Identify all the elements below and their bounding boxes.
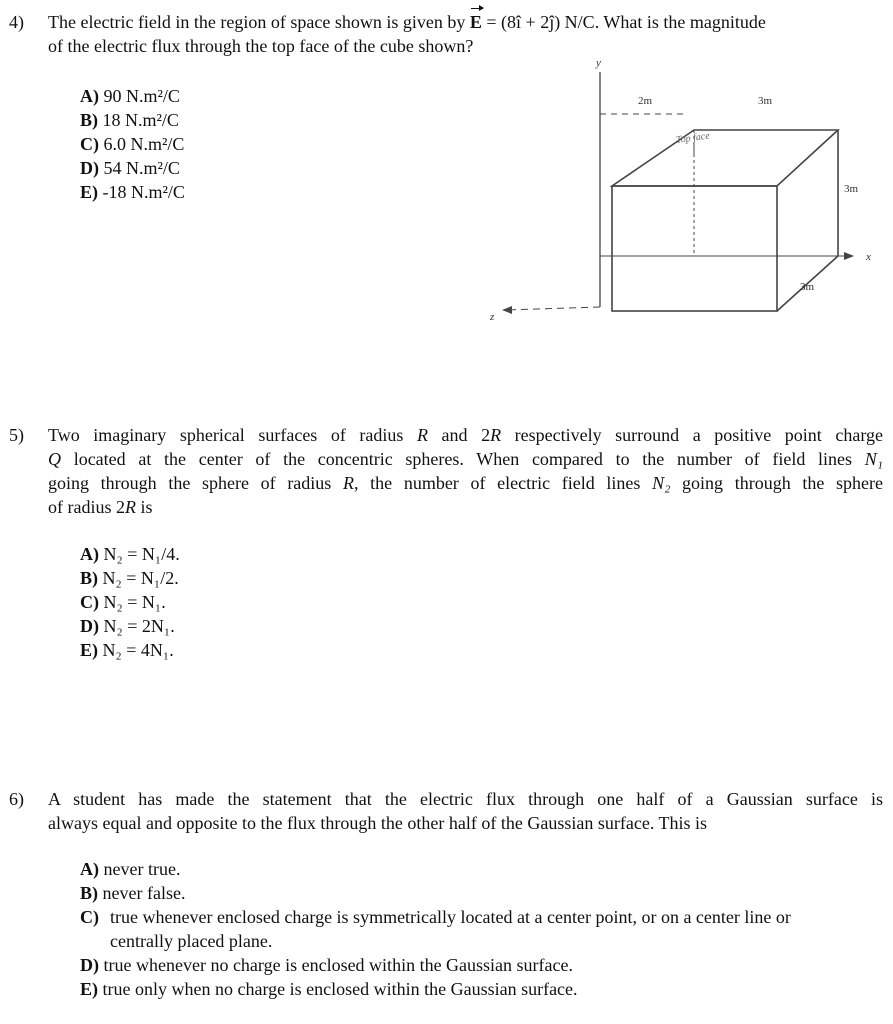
question-4-number: 4) [9,12,24,32]
y-axis-label: y [596,57,601,69]
question-6 [0,787,893,1017]
question-5-line-3: going through the sphere of radius R, the number of electric field lines N₂ going through the sphere [48,473,884,493]
question-5-options [80,542,180,662]
option-c[interactable]: C) true whenever enclosed charge is symmetrically located at a center point, or on a center line or centrally placed plane. [80,907,791,951]
option-b[interactable]: B) 18 N.m²/C [80,110,179,130]
x-axis-label: x [866,251,871,263]
option-d[interactable]: D) true whenever no charge is enclosed within the Gaussian surface. [80,955,574,975]
z-axis-arrowhead [502,306,512,314]
dimension-3m-bottom: 3m [800,281,815,293]
question-6-line-1: A student has made the statement that the electric flux through one half of a Gaussian surface is [48,789,883,809]
option-e[interactable]: E) N₂ = 4N₁. [80,640,174,660]
question-6-options [80,857,860,1001]
question-4-line-1: The electric field in the region of space shown is given by E = (8î + 2ĵ) N/C. What is the magnitude [48,12,766,32]
question-4-options [80,84,185,204]
top-face-label: Top face [675,130,711,147]
dimension-2m: 2m [638,95,653,107]
option-c[interactable]: C) 6.0 N.m²/C [80,134,185,154]
cube-diagram [488,52,888,327]
x-axis-arrowhead [844,252,854,260]
option-e[interactable]: E) -18 N.m²/C [80,182,185,202]
option-b[interactable]: B) N₂ = N₁/2. [80,568,179,588]
question-5-number: 5) [9,425,24,445]
question-6-line-2: always equal and opposite to the flux through the other half of the Gaussian surface. This is [48,813,708,833]
dimension-3m-side: 3m [844,183,859,195]
option-d[interactable]: D) 54 N.m²/C [80,158,180,178]
option-e[interactable]: E) true only when no charge is enclosed within the Gaussian surface. [80,979,578,999]
option-b[interactable]: B) never false. [80,883,186,903]
question-5-line-4: of radius 2R is [48,497,153,517]
question-5-text [48,423,883,519]
option-a[interactable]: A) N₂ = N₁/4. [80,544,180,564]
option-a[interactable]: A) never true. [80,859,181,879]
question-5 [0,423,893,673]
z-axis-label: z [490,311,495,323]
option-a[interactable]: A) 90 N.m²/C [80,86,180,106]
dimension-3m-top: 3m [758,95,773,107]
question-4-line-2: of the electric flux through the top face of the cube shown? [48,36,474,56]
question-6-number: 6) [9,789,24,809]
option-c[interactable]: C) N₂ = N₁. [80,592,166,612]
field-vector-symbol: E [469,12,482,32]
question-5-line-1: Two imaginary spherical surfaces of radius R and 2R respectively surround a positive point charge [48,425,883,445]
question-6-text [48,787,883,835]
question-5-line-2: Q located at the center of the concentric spheres. When compared to the number of field lines N₁ [48,449,883,469]
z-axis [506,307,600,310]
cube-top-face [612,130,838,186]
option-d[interactable]: D) N₂ = 2N₁. [80,616,175,636]
question-4-text [48,10,883,58]
